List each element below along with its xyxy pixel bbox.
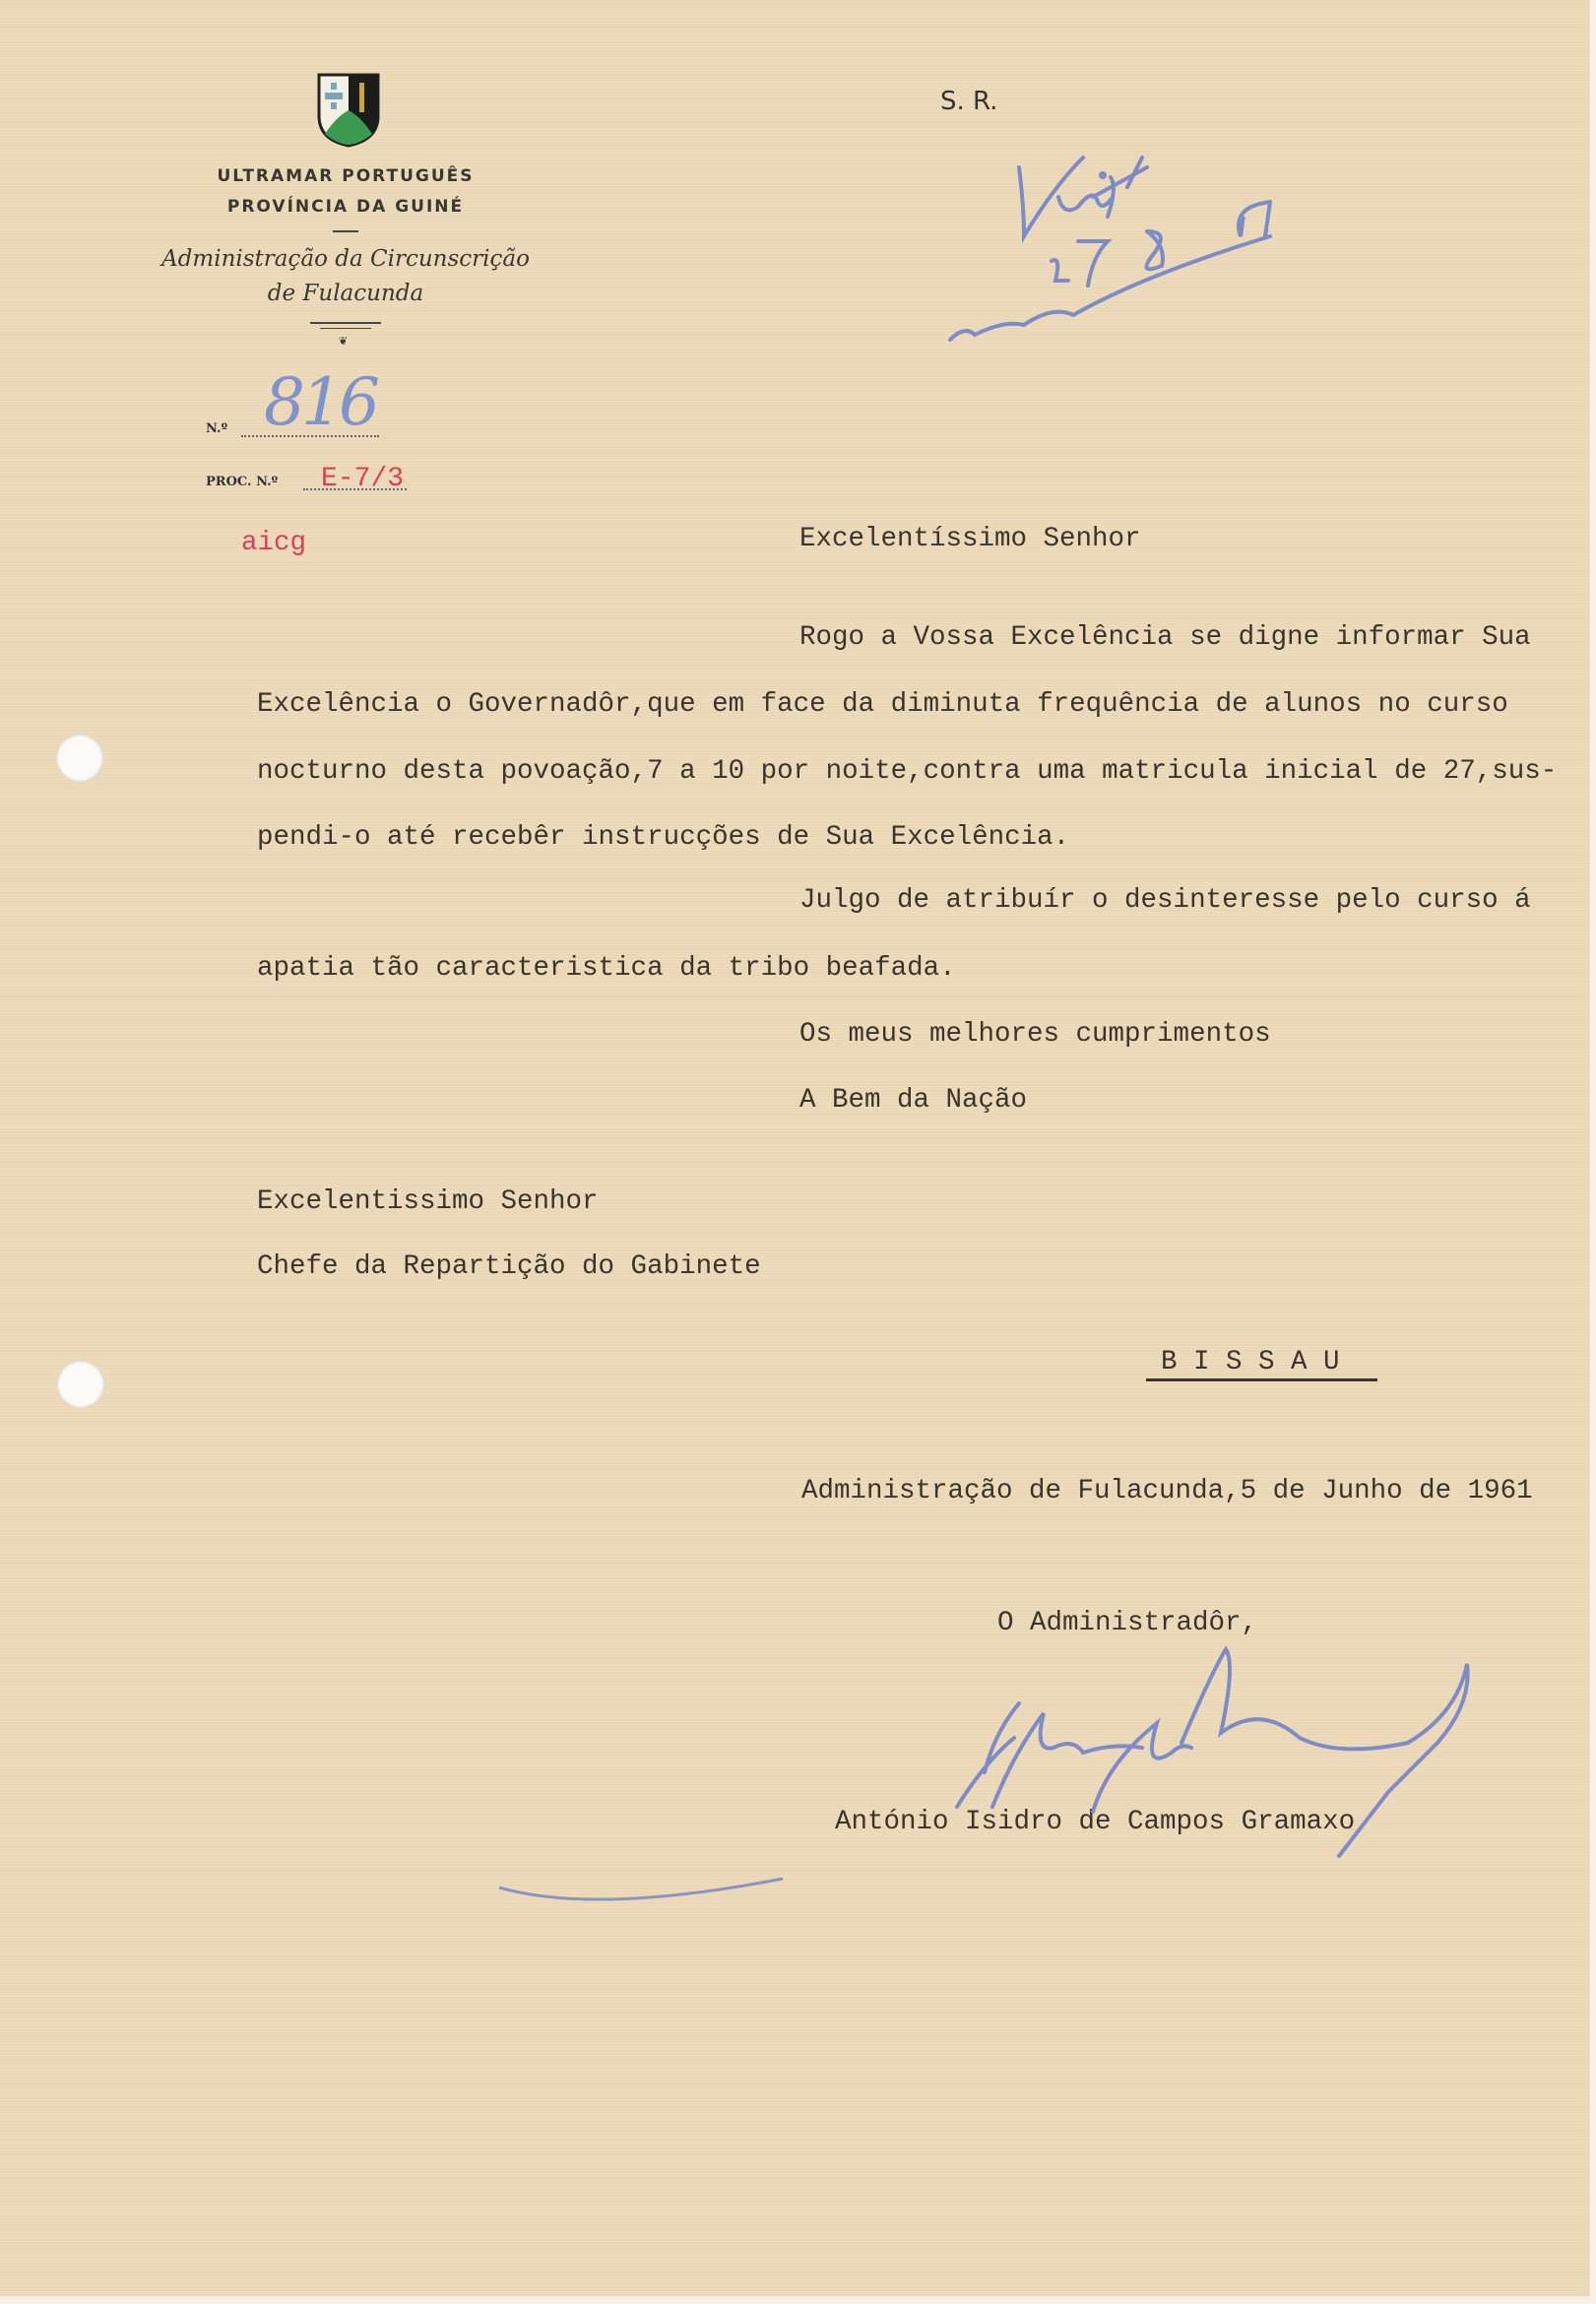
signer-title: O Administradôr, <box>997 1608 1258 1638</box>
handwritten-visto-annotation <box>945 118 1280 345</box>
punch-hole <box>57 1361 104 1408</box>
number-value-handwritten: 816 <box>264 364 376 440</box>
divider <box>320 328 371 329</box>
divider <box>333 230 358 232</box>
coat-of-arms-emblem <box>317 73 380 148</box>
body-line: apatia tão caracteristica da tribo beafada. <box>257 953 956 984</box>
body-line: Excelência o Governadôr,que em face da diminuta frequência de alunos no curso <box>257 689 1508 720</box>
closing-line: Os meus melhores cumprimentos <box>799 1019 1271 1050</box>
letterhead-line2: PROVÍNCIA DA GUINÉ <box>226 197 465 217</box>
proc-label: PROC. N.º <box>206 475 279 489</box>
paper-edge <box>1590 0 1596 2304</box>
pen-stroke-mark <box>497 1871 793 1920</box>
city-underline <box>1146 1378 1377 1381</box>
office-line1: Administração da Circunscrição <box>161 246 530 272</box>
divider <box>310 322 381 324</box>
office-line2: de Fulacunda <box>267 281 424 306</box>
proc-value: E-7/3 <box>321 464 405 494</box>
reference-initials: aicg <box>241 528 307 558</box>
body-line: Julgo de atribuír o desinteresse pelo curso á <box>799 885 1531 916</box>
letterhead-line1: ULTRAMAR PORTUGUÊS <box>217 166 475 186</box>
body-line: pendi-o até recebêr instrucções de Sua Excelência. <box>257 822 1070 853</box>
place-date: Administração de Fulacunda,5 de Junho de 1961 <box>801 1476 1533 1506</box>
handwritten-signature <box>945 1644 1477 1871</box>
number-label: N.º <box>206 421 228 436</box>
recipient-city: B I S S A U <box>1161 1347 1340 1377</box>
closing-line: A Bem da Nação <box>799 1085 1028 1116</box>
sr-mark: S. R. <box>940 87 998 116</box>
paper-edge-bottom <box>0 2296 1596 2304</box>
punch-hole <box>56 735 103 782</box>
body-line: Rogo a Vossa Excelência se digne informar Sua <box>799 622 1531 653</box>
signer-name: António Isidro de Campos Gramaxo <box>835 1807 1356 1837</box>
recipient-line: Chefe da Repartição do Gabinete <box>257 1251 761 1282</box>
recipient-line: Excelentissimo Senhor <box>257 1186 599 1217</box>
body-line: nocturno desta povoação,7 a 10 por noite,contra uma matricula inicial de 27,sus- <box>257 756 1558 787</box>
ornament-icon: ❦ <box>339 334 348 350</box>
salutation: Excelentíssimo Senhor <box>799 524 1141 554</box>
